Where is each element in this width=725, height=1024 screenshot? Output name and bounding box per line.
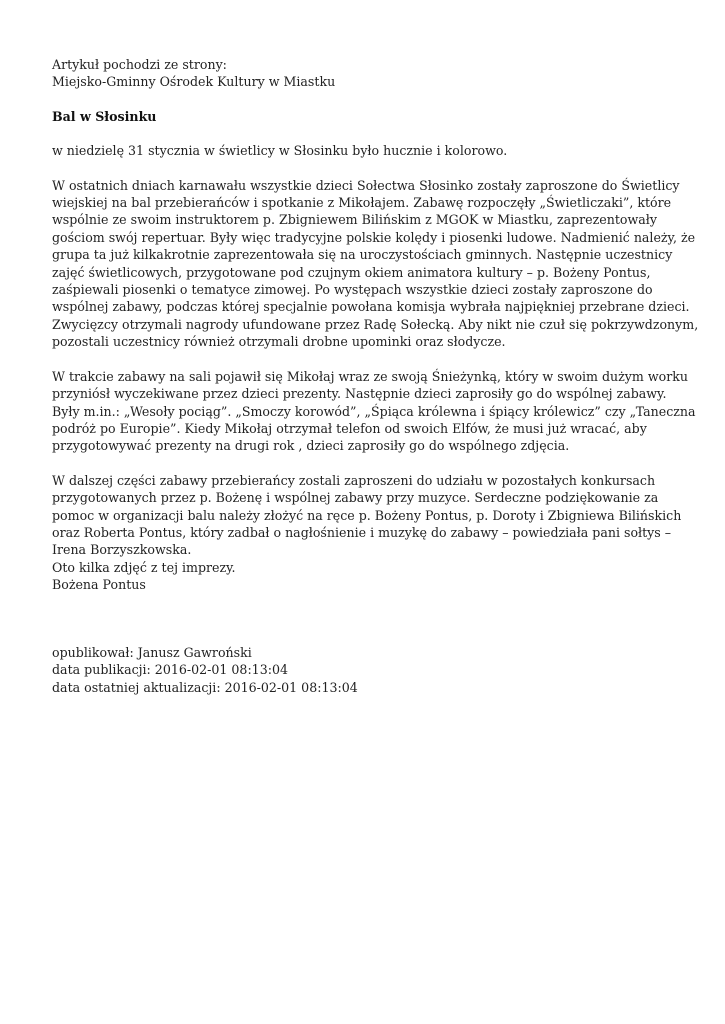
paragraph-line: oraz Roberta Pontus, który zadbał o nagłośnienie i muzykę do zabawy – powiedziała pani sołtys – [52,524,672,540]
paragraph-line: Irena Borzyszkowska. [52,542,192,558]
source-name: Miejsko-Gminny Ośrodek Kultury w Miastku [52,74,336,90]
source-info [52,56,682,91]
article-paragraph [52,472,682,594]
paragraph-line: podróż po Europie”. Kiedy Mikołaj otrzymał telefon od swoich Elfów, że musi już wracać, aby [52,420,647,436]
paragraph-line: grupa ta już kilkakrotnie zaprezentowała się na uroczystościach gminnych. Następnie uczestnicy [52,247,673,263]
paragraph-line: zajęć świetlicowych, przygotowane pod czujnym okiem animatora kultury – p. Bożeny Pontus, [52,264,651,280]
article-body [52,142,699,593]
paragraph-line: gościom swój repertuar. Były więc tradycyjne polskie kolędy i piosenki ludowe. Nadmienić należy, że [52,229,696,245]
paragraph-line: przyniósł wyczekiwane przez dzieci prezenty. Następnie dzieci zaprosiły go do wspólnej zabawy. [52,386,667,402]
article-paragraph [52,368,696,455]
paragraph-line: wspólnie ze swoim instruktorem p. Zbigniewem Bilińskim z MGOK w Miastku, zaprezentowały [52,212,657,228]
paragraph-line: przygotowywać prezenty na drugi rok , dzieci zaprosiły go do wspólnego zdjęcia. [52,438,570,454]
source-label: Artykuł pochodzi ze strony: [52,57,227,72]
paragraph-line: pozostali uczestnicy również otrzymali drobne upominki oraz słodycze. [52,334,506,350]
article-title: Bal w Słosinku [52,108,157,124]
article-footer [52,644,358,696]
paragraph-line: W trakcie zabawy na sali pojawił się Mikołaj wraz ze swoją Śnieżynką, który w swoim dużym worku [52,368,688,384]
paragraph-line: wiejskiej na bal przebierańców i spotkanie z Mikołajem. Zabawę rozpoczęły „Świetliczaki”, które [52,195,672,211]
paragraph-line: wspólnej zabawy, podczas której specjalnie powołana komisja wybrała najpiękniej przebrane dzieci. [52,299,690,315]
paragraph-line: Bożena Pontus [52,577,146,593]
paragraph-line: W ostatnich dniach karnawału wszystkie dzieci Sołectwa Słosinko zostały zaproszone do Świetlicy [52,177,680,193]
paragraph-line: przygotowanych przez p. Bożenę i wspólnej zabawy przy muzyce. Serdeczne podziękowanie za [52,490,659,506]
publish-date: data publikacji: 2016-02-01 08:13:04 [52,662,288,678]
document-page [52,56,699,594]
paragraph-line: zaśpiewali piosenki o tematyce zimowej. Po występach wszystkie dzieci zostały zaproszone do [52,282,653,298]
paragraph-line: w niedzielę 31 stycznia w świetlicy w Słosinku było hucznie i kolorowo. [52,143,508,159]
paragraph-line: Były m.in.: „Wesoły pociąg”. „Smoczy korowód”, „Śpiąca królewna i śpiący królewicz” czy „Taneczna [52,403,696,419]
article-paragraph [52,177,699,351]
paragraph-line: W dalszej części zabawy przebierańcy zostali zaproszeni do udziału w pozostałych konkursach [52,472,656,488]
published-by: opublikował: Janusz Gawroński [52,645,252,660]
article-paragraph [52,142,682,159]
paragraph-line: Zwycięzcy otrzymali nagrody ufundowane przez Radę Sołecką. Aby nikt nie czuł się pokrzywdzonym, [52,316,699,332]
paragraph-line: Oto kilka zdjęć z tej imprezy. [52,559,236,575]
paragraph-line: pomoc w organizacji balu należy złożyć na ręce p. Bożeny Pontus, p. Doroty i Zbigniewa Bilińskich [52,507,682,523]
update-date: data ostatniej aktualizacji: 2016-02-01 08:13:04 [52,679,358,695]
